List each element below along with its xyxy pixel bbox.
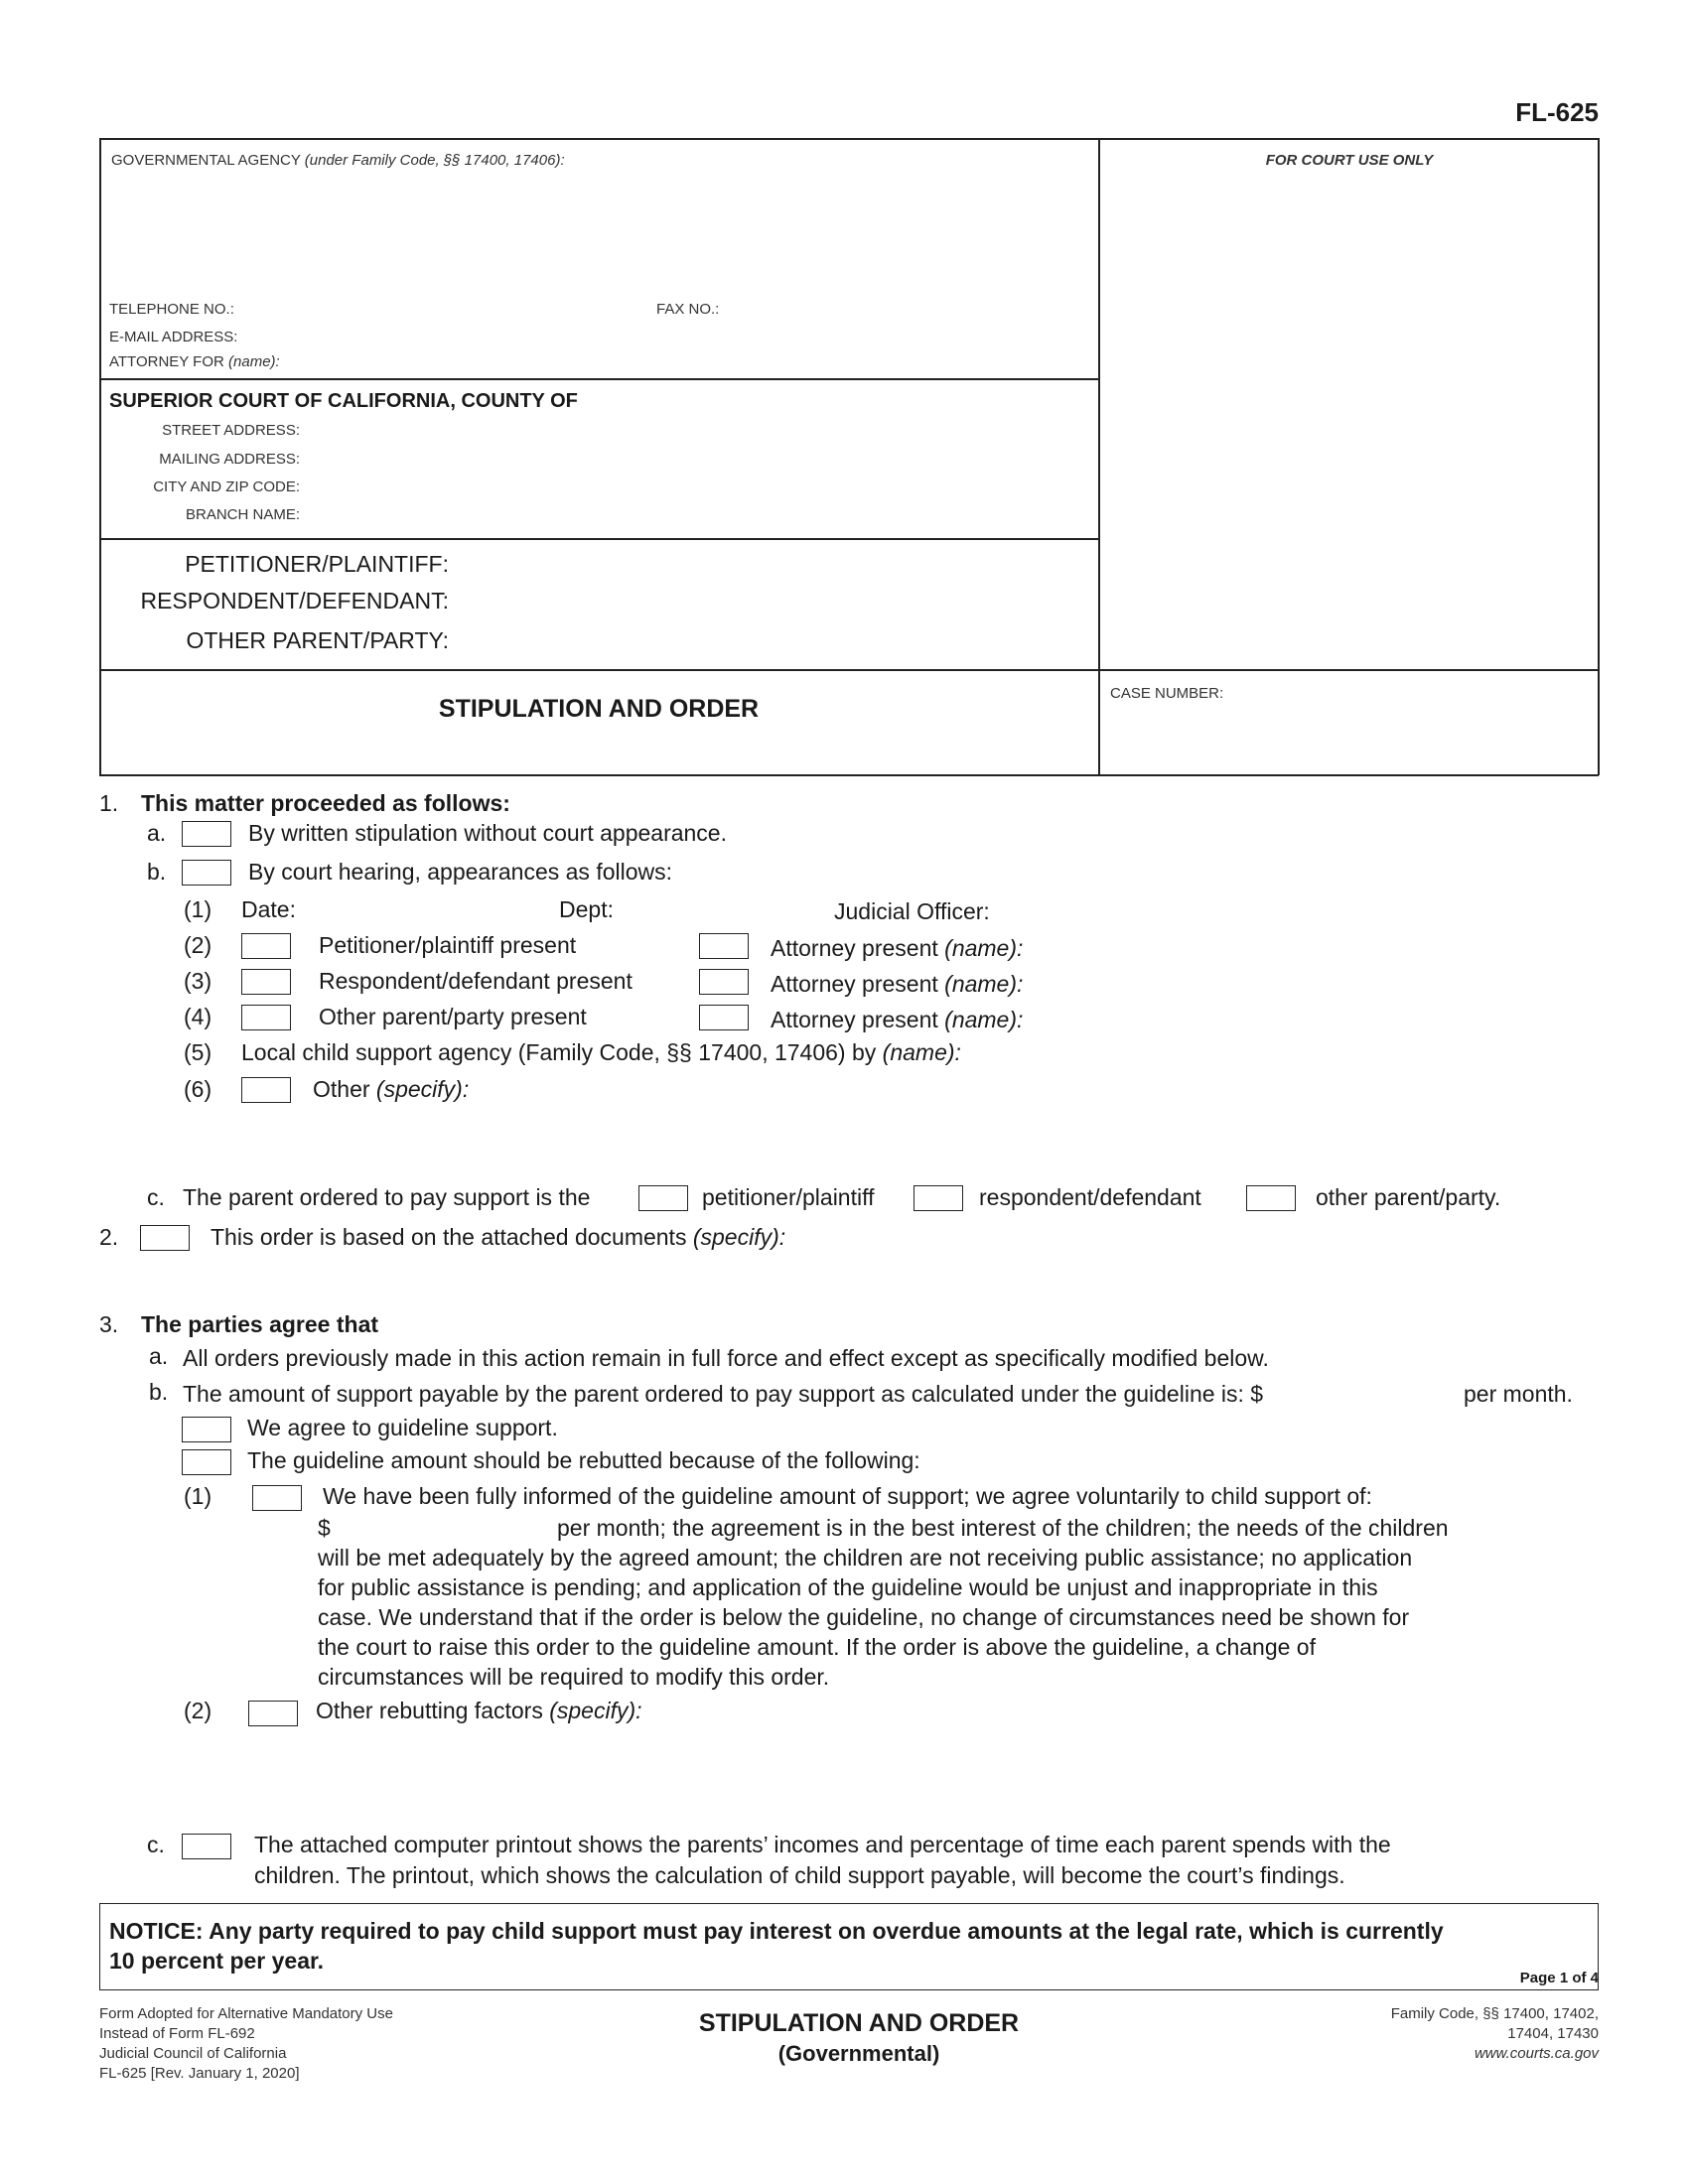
item1b2-number: (2) [184,932,212,958]
rebut1-text: We have been fully informed of the guideline amount of support; we agree voluntarily to child support of: [323,1483,1372,1509]
payer-petitioner-text: petitioner/plaintiff [702,1184,875,1210]
payer-petitioner-checkbox[interactable] [638,1185,688,1211]
petitioner-present-text: Petitioner/plaintiff present [319,932,577,958]
item1-title: This matter proceeded as follows: [141,790,510,816]
rebut2-number: (2) [184,1698,212,1723]
title-divider [99,669,1599,671]
email-label: E-MAIL ADDRESS: [109,329,238,345]
notice-box [99,1903,1599,1990]
item3c-line1: The attached computer printout shows the parents’ incomes and percentage of time each parent spends with the [254,1832,1391,1857]
agency-label: GOVERNMENTAL AGENCY (under Family Code, §§ 17400, 17406): [111,152,565,169]
rebut1-line4: case. We understand that if the order is below the guideline, no change of circumstances need be shown for [318,1604,1410,1630]
item1b3-number: (3) [184,968,212,994]
document-title: STIPULATION AND ORDER [438,695,760,723]
item1b6-checkbox[interactable] [241,1077,291,1103]
respondent-attorney-checkbox[interactable] [699,969,749,995]
item1c-letter: c. [147,1184,165,1210]
dept-label: Dept: [559,896,614,922]
header-right-border [1598,138,1600,775]
item1a-checkbox[interactable] [182,821,231,847]
city-zip-label: CITY AND ZIP CODE: [153,478,300,495]
page-number: Page 1 of 4 [1519,1970,1599,1986]
petitioner-label: PETITIONER/PLAINTIFF: [185,551,449,577]
case-number-field[interactable] [1110,707,1587,766]
rebut1-line2: will be met adequately by the agreed amount; the children are not receiving public assistance; no application [318,1545,1413,1570]
petitioner-attorney-text: Attorney present (name): [771,935,1024,961]
item3c-letter: c. [147,1832,165,1857]
other-parent-label: OTHER PARENT/PARTY: [186,627,449,653]
footer-website-link[interactable]: www.courts.ca.gov [1474,2045,1599,2062]
date-label: Date: [241,896,296,922]
rebut1-line6: circumstances will be required to modify this order. [318,1664,830,1690]
notice-line2: 10 percent per year. [109,1948,325,1974]
respondent-present-text: Respondent/defendant present [319,968,633,994]
respondent-present-checkbox[interactable] [241,969,291,995]
other-present-text: Other parent/party present [319,1004,587,1029]
case-number-label: CASE NUMBER: [1110,685,1224,702]
guideline-agree-text: We agree to guideline support. [247,1415,558,1440]
item1a-letter: a. [147,820,167,846]
footer-subtitle: (Governmental) [777,2041,940,2066]
item3b-text: The amount of support payable by the parent ordered to pay support as calculated under the guideline is: $ [183,1381,1264,1407]
item3-number: 3. [99,1311,119,1337]
attorney-for-label: ATTORNEY FOR (name): [109,353,280,370]
header-divider [1098,138,1100,775]
footer-right-2: 17404, 17430 [1507,2025,1599,2042]
payer-respondent-checkbox[interactable] [914,1185,963,1211]
item3a-letter: a. [149,1343,169,1369]
item2-text: This order is based on the attached documents (specify): [211,1224,786,1250]
other-attorney-text: Attorney present (name): [771,1007,1024,1032]
court-divider [99,378,1098,380]
judicial-officer-label: Judicial Officer: [834,898,990,924]
item1b5-number: (5) [184,1039,212,1065]
item1a-text: By written stipulation without court appearance. [248,820,727,846]
form-number: FL-625 [1515,97,1599,127]
footer-title: STIPULATION AND ORDER [698,2009,1020,2037]
guideline-rebut-text: The guideline amount should be rebutted because of the following: [247,1447,920,1473]
rebut1-dollar: $ [318,1515,331,1541]
item1-number: 1. [99,790,119,816]
item3b-letter: b. [149,1379,169,1405]
item2-number: 2. [99,1224,119,1250]
lcsa-text: Local child support agency (Family Code, §§ 17400, 17406) by (name): [241,1039,961,1065]
item3-title: The parties agree that [141,1311,379,1337]
respondent-attorney-text: Attorney present (name): [771,971,1024,997]
item1b-checkbox[interactable] [182,860,231,886]
footer-left-2: Instead of Form FL-692 [99,2025,255,2042]
guideline-rebut-checkbox[interactable] [182,1449,231,1475]
mailing-address-label: MAILING ADDRESS: [159,451,300,468]
petitioner-attorney-checkbox[interactable] [699,933,749,959]
item1b-text: By court hearing, appearances as follows: [248,859,673,885]
street-address-label: STREET ADDRESS: [162,422,300,439]
guideline-per-month: per month. [1464,1381,1573,1407]
other-present-checkbox[interactable] [241,1005,291,1030]
item1b-letter: b. [147,859,167,885]
item1b6-number: (6) [184,1076,212,1102]
rebut1-checkbox[interactable] [252,1485,302,1511]
rebut1-line3: for public assistance is pending; and application of the guideline would be unjust and inappropriate in this [318,1574,1378,1600]
item3c-line2: children. The printout, which shows the calculation of child support payable, will become the court’s findings. [254,1862,1345,1888]
payer-other-checkbox[interactable] [1246,1185,1296,1211]
respondent-label: RESPONDENT/DEFENDANT: [140,588,449,614]
guideline-agree-checkbox[interactable] [182,1417,231,1442]
court-title: SUPERIOR COURT OF CALIFORNIA, COUNTY OF [109,390,578,412]
header-top-border [99,138,1599,140]
item2-checkbox[interactable] [140,1225,190,1251]
petitioner-present-checkbox[interactable] [241,933,291,959]
item1b1-number: (1) [184,896,212,922]
payer-respondent-text: respondent/defendant [979,1184,1201,1210]
other-attorney-checkbox[interactable] [699,1005,749,1030]
agency-field[interactable] [111,177,1084,292]
notice-line1: NOTICE: Any party required to pay child support must pay interest on overdue amounts at the legal rate, which is currently [109,1918,1444,1944]
parties-divider [99,538,1098,540]
telephone-label: TELEPHONE NO.: [109,301,234,318]
court-use-label: FOR COURT USE ONLY [1265,152,1434,169]
rebut1-number: (1) [184,1483,212,1509]
footer-left-1: Form Adopted for Alternative Mandatory Use [99,2005,393,2022]
item1b4-number: (4) [184,1004,212,1029]
footer-left-3: Judicial Council of California [99,2045,287,2062]
payer-other-text: other parent/party. [1316,1184,1501,1210]
item1c-text: The parent ordered to pay support is the [183,1184,591,1210]
item1b6-text: Other (specify): [313,1076,470,1102]
rebut1-line1: per month; the agreement is in the best interest of the children; the needs of the children [557,1515,1449,1541]
rebut2-text: Other rebutting factors (specify): [316,1698,642,1723]
rebut2-checkbox[interactable] [248,1701,298,1726]
item3c-checkbox[interactable] [182,1834,231,1859]
rebut1-line5: the court to raise this order to the guideline amount. If the order is above the guideline, a change of [318,1634,1316,1660]
fax-label: FAX NO.: [656,301,720,318]
footer-right-1: Family Code, §§ 17400, 17402, [1390,2005,1599,2022]
item3a-text: All orders previously made in this action remain in full force and effect except as specifically modified below. [183,1345,1269,1371]
header-bottom-border [99,774,1599,776]
footer-left-4: FL-625 [Rev. January 1, 2020] [99,2065,300,2082]
branch-name-label: BRANCH NAME: [185,506,300,523]
